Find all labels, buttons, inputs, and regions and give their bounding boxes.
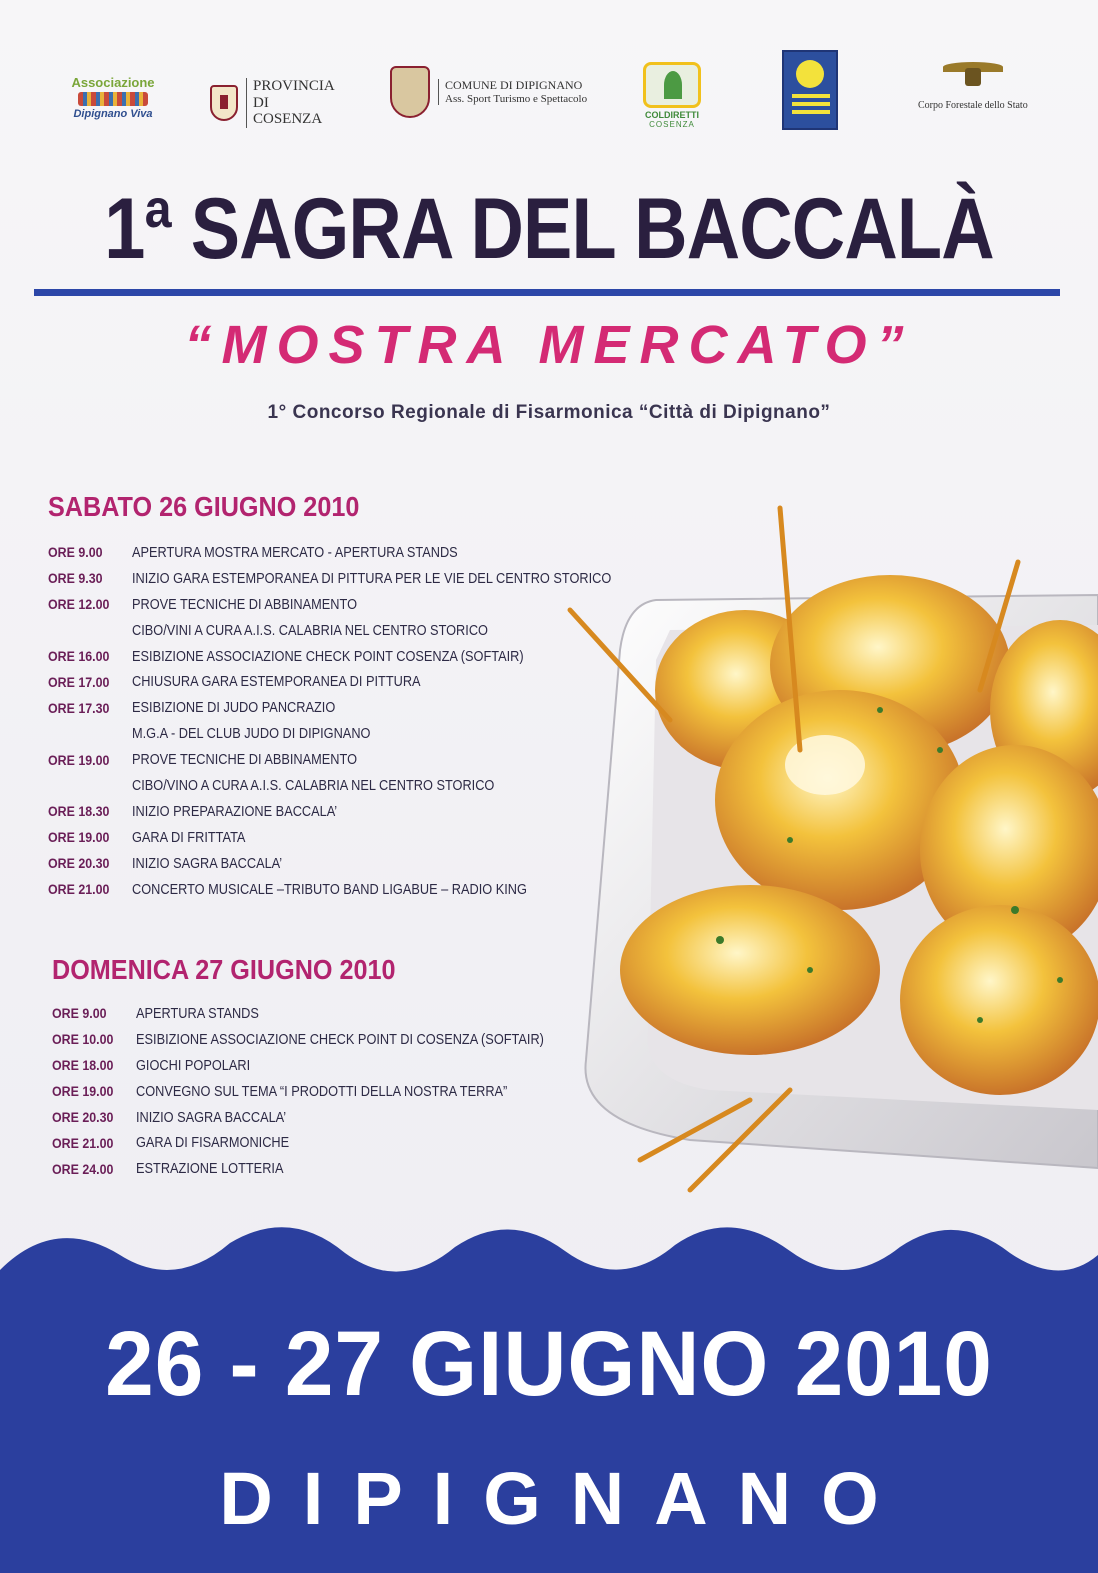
schedule-row: ORE 17.30 ESIBIZIONE DI JUDO PANCRAZIO [48,700,336,717]
schedule-row: ORE 10.00 ESIBIZIONE ASSOCIAZIONE CHECK POINT DI COSENZA (SOFTAIR) [52,1031,544,1048]
comune-dept: Ass. Sport Turismo e Spettacolo [445,92,588,105]
day-heading-sunday: DOMENICA 27 GIUGNO 2010 [52,954,396,985]
corpo-forestale-logo: Corpo Forestale dello Stato [918,56,1028,111]
schedule-row: ORE 24.00 ESTRAZIONE LOTTERIA [52,1161,284,1178]
schedule-row: ORE 21.00 CONCERTO MUSICALE –TRIBUTO BAND LIGABUE – RADIO KING [48,881,527,898]
schedule-row: ORE 19.00 GARA DI FRITTATA [48,829,246,846]
schedule-row: ORE 16.00 ESIBIZIONE ASSOCIAZIONE CHECK POINT COSENZA (SOFTAIR) [48,648,524,665]
schedule-row: ORE 9.30 INIZIO GARA ESTEMPORANEA DI PITTURA PER LE VIE DEL CENTRO STORICO [48,570,612,587]
title-divider [34,289,1060,296]
schedule-sunday [52,1001,600,1182]
comune-name: COMUNE DI DIPIGNANO [445,78,583,93]
coldiretti-mark-icon [643,62,701,108]
schedule-row: CIBO/VINO A CURA A.I.S. CALABRIA NEL CENTRO STORICO [132,777,495,794]
crowd-icon [78,92,148,106]
schedule-row: ORE 18.30 INIZIO PREPARAZIONE BACCALA’ [48,803,338,820]
schedule-row: CIBO/VINI A CURA A.I.S. CALABRIA NEL CENTRO STORICO [132,622,488,639]
comune-crest-icon [390,66,430,118]
event-title: 1ª SAGRA DEL BACCALÀ [104,181,994,277]
concorso-line: 1° Concorso Regionale di Fisarmonica “Città di Dipignano” [267,402,831,423]
sponsor-logos [40,48,1060,148]
coldiretti-logo: COLDIRETTI COSENZA [636,62,708,129]
associazione-logo: Associazione Dipignano Viva [71,74,155,120]
schedule-row: ORE 12.00 PROVE TECNICHE DI ABBINAMENTO [48,596,358,613]
schedule-row: ORE 19.00 PROVE TECNICHE DI ABBINAMENTO [48,752,358,769]
schedule-row: ORE 9.00 APERTURA MOSTRA MERCATO - APERTURA STANDS [48,544,458,561]
regional-logo [782,50,838,130]
schedule-row: ORE 19.00 CONVEGNO SUL TEMA “I PRODOTTI DELLA NOSTRA TERRA” [52,1083,508,1100]
schedule-row: M.G.A - DEL CLUB JUDO DI DIPIGNANO [132,726,371,743]
sun-emblem-icon [782,50,838,130]
day-heading-saturday: SABATO 26 GIUGNO 2010 [48,491,360,522]
provincia-crest-icon [210,85,238,121]
event-subtitle: “MOSTRA MERCATO” [184,315,914,375]
schedule-row: ORE 20.30 INIZIO SAGRA BACCALA’ [48,855,283,872]
comune-logo [390,66,587,118]
schedule-row: ORE 18.00 GIOCHI POPOLARI [52,1057,251,1074]
schedule-row: ORE 21.00 GARA DI FISARMONICHE [52,1135,290,1152]
event-dates: 26 - 27 GIUGNO 2010 [105,1313,993,1415]
schedule-row: ORE 20.30 INIZIO SAGRA BACCALA’ [52,1109,287,1126]
eagle-emblem-icon [943,56,1003,86]
schedule-row: ORE 17.00 CHIUSURA GARA ESTEMPORANEA DI PITTURA [48,674,421,691]
event-town: DIPIGNANO [219,1457,909,1540]
provincia-logo: PROVINCIA DI COSENZA [210,78,336,128]
schedule-row: ORE 9.00 APERTURA STANDS [52,1005,259,1022]
schedule-saturday [48,540,677,902]
